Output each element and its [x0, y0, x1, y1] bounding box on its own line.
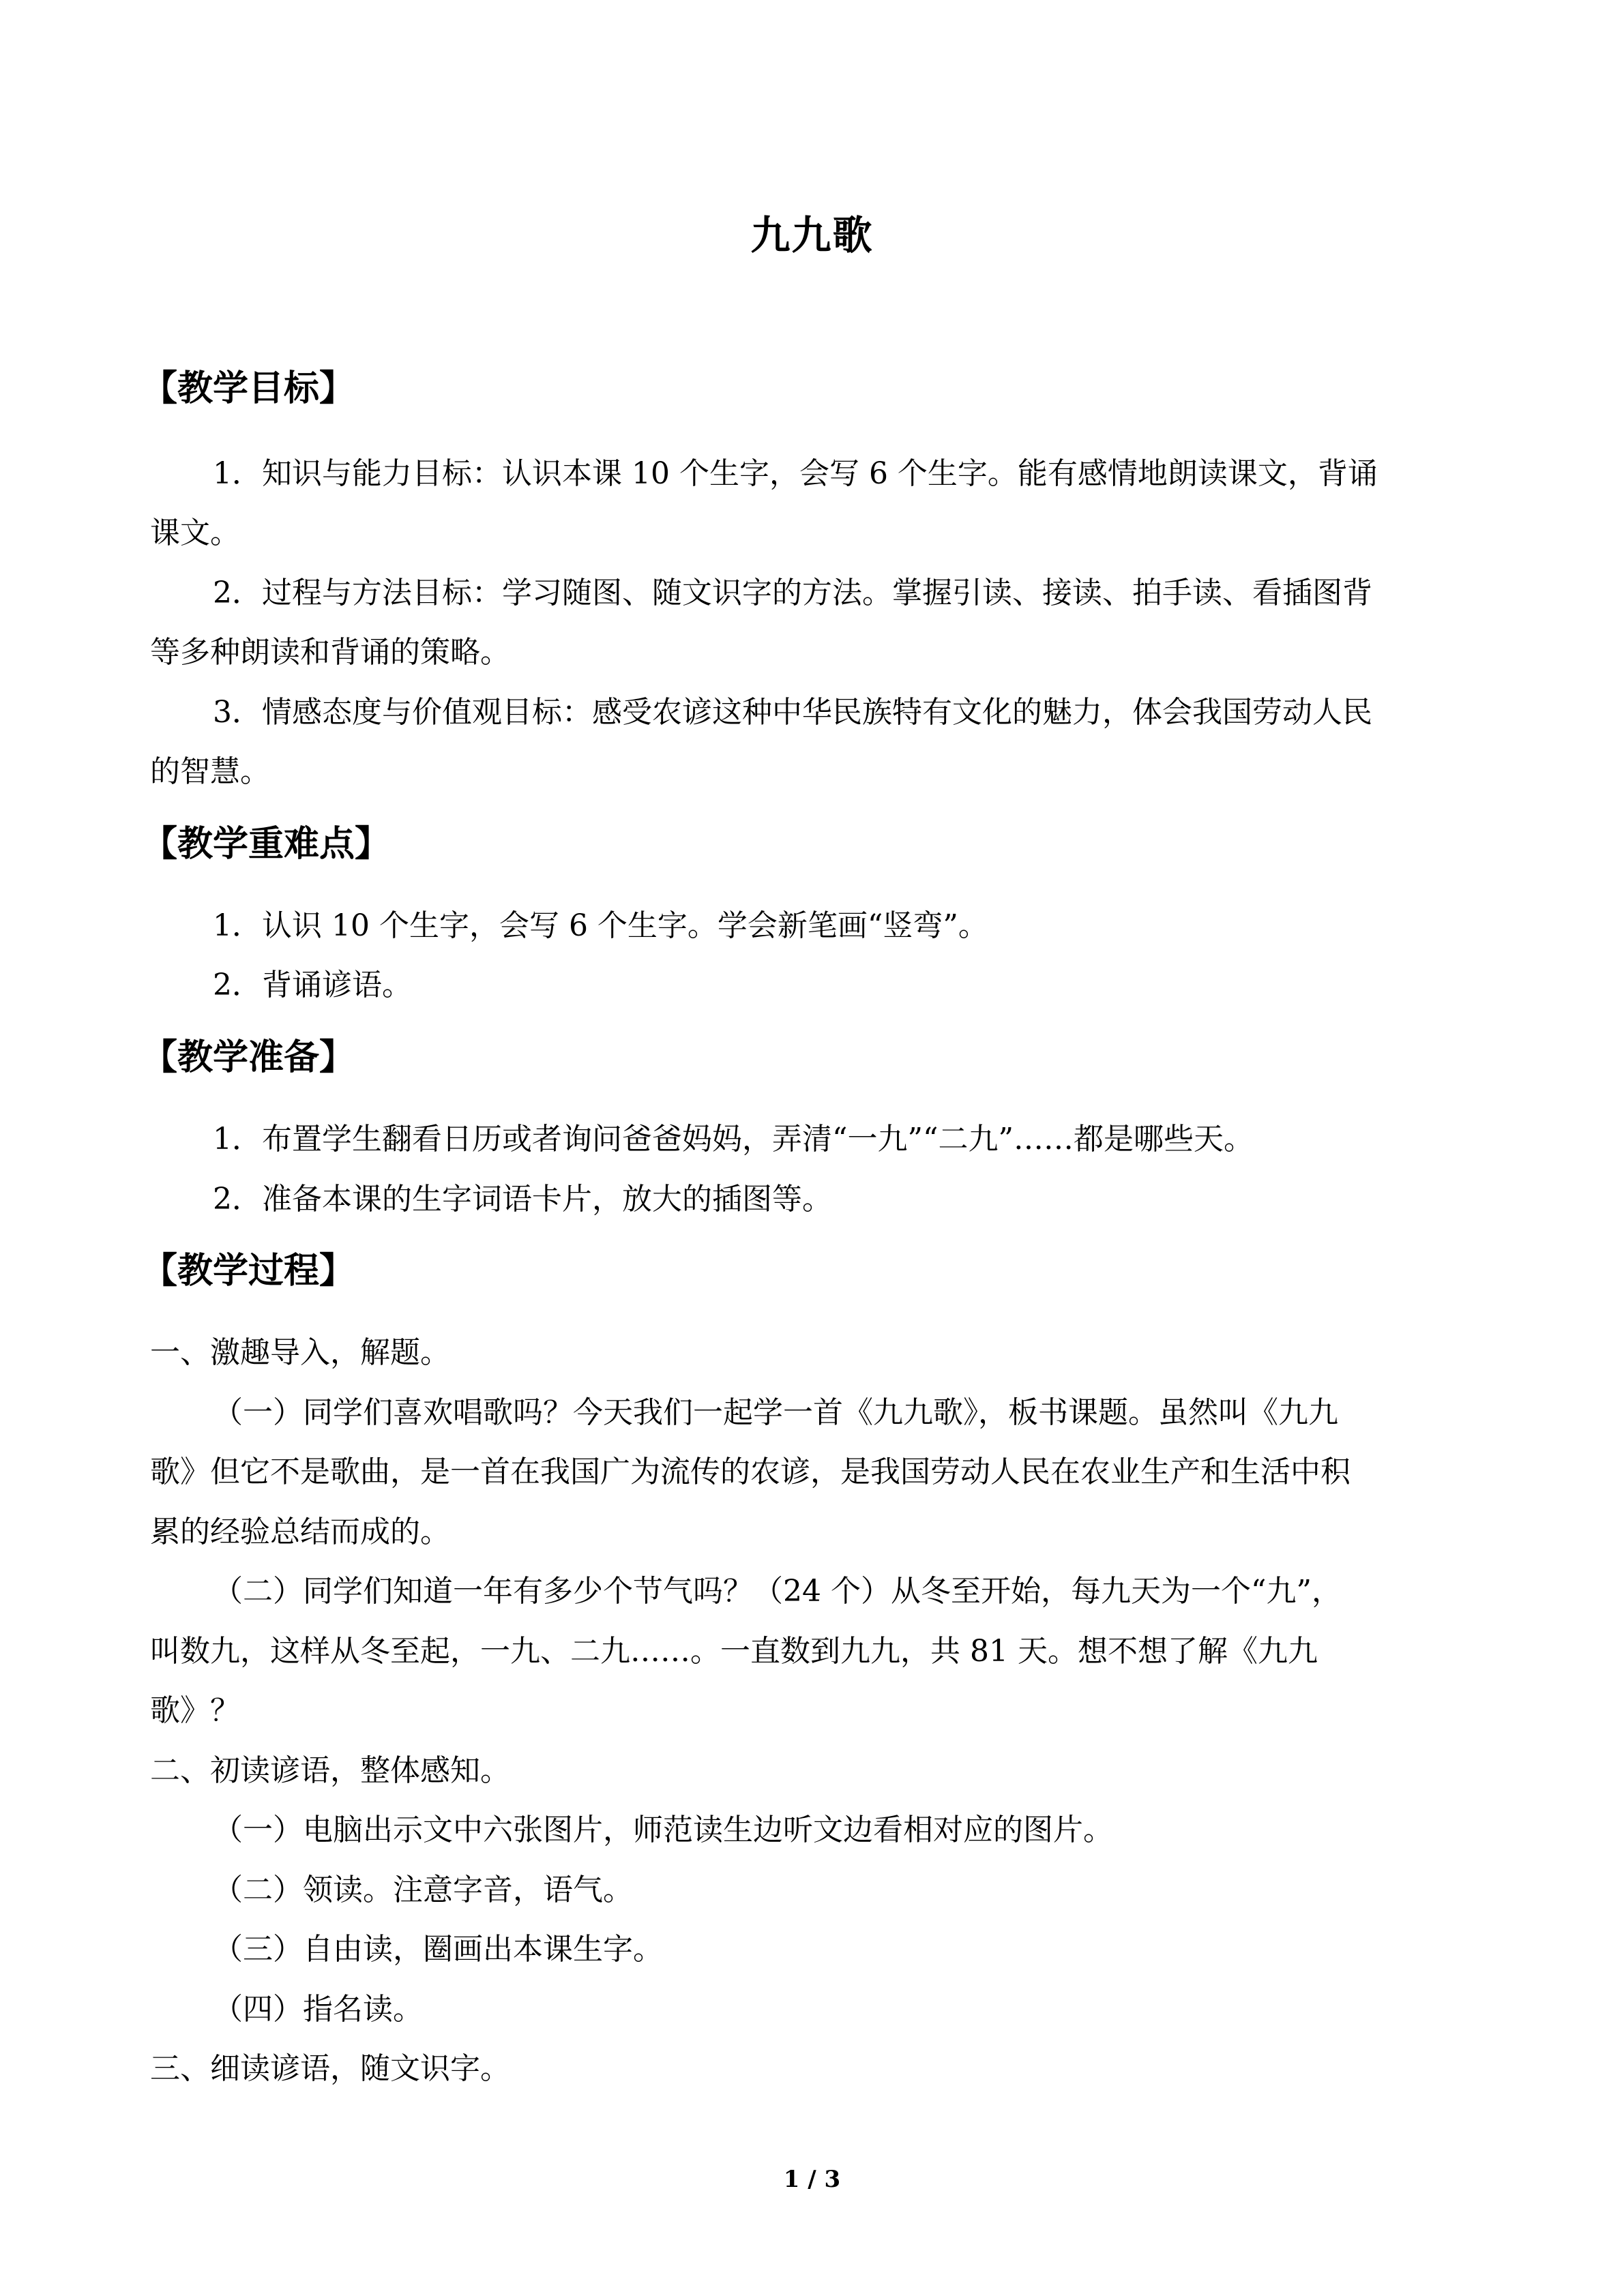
page-number: 1 / 3 [783, 2166, 841, 2193]
objectives-line: 等多种朗读和背诵的策略。 [150, 635, 510, 670]
process-line: （三）自由读，圈画出本课生字。 [213, 1932, 663, 1967]
process-line: 叫数九，这样从冬至起，一九、二九……。一直数到九九，共 81 天。想不想了解《九九 [150, 1634, 1318, 1669]
process-line: （一）同学们喜欢唱歌吗？今天我们一起学一首《九九歌》，板书课题。虽然叫《九九 [213, 1395, 1338, 1430]
objectives-line: 的智慧。 [150, 754, 270, 789]
document-title: 九九歌 [750, 212, 874, 258]
process-line: （一）电脑出示文中六张图片，师范读生边听文边看相对应的图片。 [213, 1813, 1113, 1847]
section-heading-key-points: 【教学重难点】 [142, 823, 391, 865]
section-heading-preparation: 【教学准备】 [142, 1037, 355, 1078]
objectives-line: 2．过程与方法目标：学习随图、随文识字的方法。掌握引读、接读、拍手读、看插图背 [213, 576, 1372, 610]
preparation-line: 2．准备本课的生字词语卡片，放大的插图等。 [213, 1182, 832, 1217]
section-heading-process: 【教学过程】 [142, 1250, 355, 1292]
objectives-line: 课文。 [150, 516, 240, 550]
objectives-line: 3．情感态度与价值观目标：感受农谚这种中华民族特有文化的魅力，体会我国劳动人民 [213, 695, 1372, 730]
preparation-line: 1．布置学生翻看日历或者询问爸爸妈妈，弄清“一九”“二九”……都是哪些天。 [213, 1122, 1254, 1157]
process-line: 累的经验总结而成的。 [150, 1515, 450, 1549]
key-points-line: 1．认识 10 个生字，会写 6 个生字。学会新笔画“竖弯”。 [213, 908, 988, 943]
process-line: 歌》但它不是歌曲，是一首在我国广为流传的农谚，是我国劳动人民在农业生产和生活中积 [150, 1455, 1350, 1489]
process-line: （二）领读。注意字音，语气。 [213, 1873, 633, 1907]
section-heading-objectives: 【教学目标】 [142, 368, 355, 409]
process-line: （二）同学们知道一年有多少个节气吗？（24 个）从冬至开始，每九天为一个“九”， [213, 1574, 1342, 1609]
objectives-line: 1．知识与能力目标：认识本课 10 个生字，会写 6 个生字。能有感情地朗读课文，背诵 [213, 456, 1378, 491]
process-line: 二、初读谚语，整体感知。 [150, 1753, 510, 1788]
process-line: 三、细读谚语，随文识字。 [150, 2051, 510, 2086]
process-line: （四）指名读。 [213, 1992, 423, 2027]
key-points-line: 2．背诵谚语。 [213, 968, 412, 1002]
process-line: 歌》？ [150, 1693, 240, 1728]
process-line: 一、激趣导入，解题。 [150, 1335, 450, 1370]
